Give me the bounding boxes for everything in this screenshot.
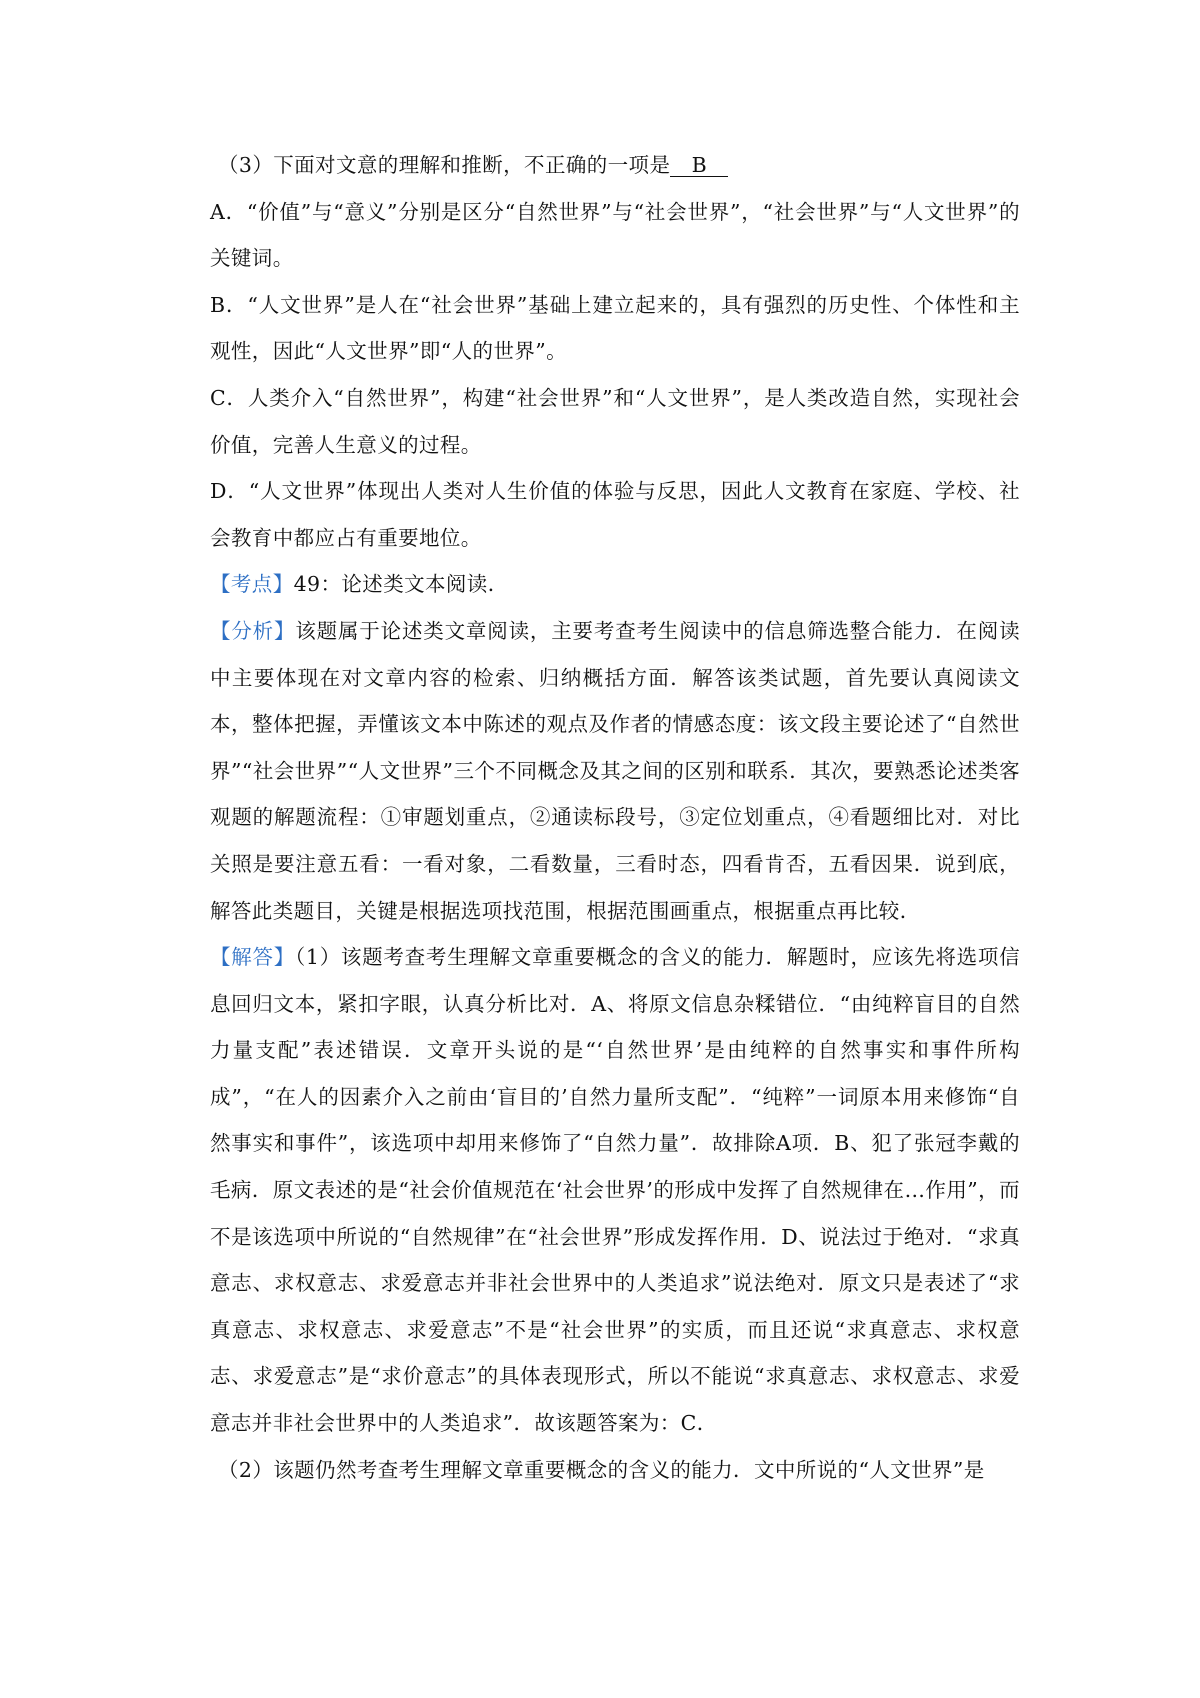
option-c <box>210 375 1020 468</box>
option-letter: A． <box>210 199 247 224</box>
fenxi-section <box>210 608 1020 934</box>
jieda-label: 【解答】 <box>210 945 295 970</box>
answer-blank: B <box>670 154 728 177</box>
kaodian-section <box>210 561 1020 608</box>
kaodian-label: 【考点】 <box>210 572 294 597</box>
jieda-section <box>210 934 1020 1447</box>
question-prompt <box>210 142 1020 189</box>
fenxi-label: 【分析】 <box>210 618 296 643</box>
option-d <box>210 468 1020 561</box>
question-text: （3）下面对文意的理解和推断，不正确的一项是 <box>218 153 671 177</box>
option-text: 人类介入“自然世界”，构建“社会世界”和“人文世界”，是人类改造自然，实现社会价值，完善人生意义的过程。 <box>210 385 1020 457</box>
fenxi-text: 该题属于论述类文章阅读，主要考查考生阅读中的信息筛选整合能力．在阅读中主要体现在对文章内容的检索、归纳概括方面．解答该类试题，首先要认真阅读文本，整体把握，弄懂该文本中陈述的观点及作者的情感态度：该文段主要论述了“自然世界”“社会世界”“人文世界”三个不同概念及其之间的区别和联系．其次，要熟悉论述类客观题的解题流程：①审题划重点，②通读标段号，③定位划重点，④看题细比对．对比关照是要注意五看：一看对象，二看数量，三看时态，四看肯否，五看因果．说到底，解答此类题目，关键是根据选项找范围，根据范围画重点，根据重点再比较． <box>210 618 1020 923</box>
jieda-text: （1）该题考查考生理解文章重要概念的含义的能力．解题时，应该先将选项信息回归文本，紧扣字眼，认真分析比对．A、将原文信息杂糅错位．“由纯粹盲目的自然力量支配”表述错误．文章开头说的是“‘自然世界’是由纯粹的自然事实和事件所构成”，“在人的因素介入之前由‘盲目的’自然力量所支配”．“纯粹”一词原本用来修饰“自然事实和事件”，该选项中却用来修饰了“自然力量”．故排除A项．B、犯了张冠李戴的毛病．原文表述的是“社会价值规范在‘社会世界’的形成中发挥了自然规律在…作用”，而不是该选项中所说的“自然规律”在“社会世界”形成发挥作用．D、说法过于绝对．“求真意志、求权意志、求爱意志并非社会世界中的人类追求”说法绝对．原文只是表述了“求真意志、求权意志、求爱意志”不是“社会世界”的实质，而且还说“求真意志、求权意志、求爱意志”是“求价意志”的具体表现形式，所以不能说“求真意志、求权意志、求爱意志并非社会世界中的人类追求”．故该题答案为：C． <box>210 945 1020 1436</box>
option-text: “人文世界”是人在“社会世界”基础上建立起来的，具有强烈的历史性、个体性和主观性，因此“人文世界”即“人的世界”。 <box>210 292 1020 364</box>
option-a <box>210 189 1020 282</box>
option-letter: B． <box>210 292 248 317</box>
jieda-next-paragraph: （2）该题仍然考查考生理解文章重要概念的含义的能力．文中所说的“人文世界”是 <box>218 1457 985 1482</box>
answer-explanation <box>210 142 1020 1493</box>
option-letter: D． <box>210 479 249 504</box>
option-text: “人文世界”体现出人类对人生价值的体验与反思，因此人文教育在家庭、学校、社会教育中都应占有重要地位。 <box>210 479 1020 550</box>
option-b <box>210 282 1020 375</box>
kaodian-text: 49：论述类文本阅读． <box>293 572 509 597</box>
option-letter: C． <box>210 385 248 410</box>
option-text: “价值”与“意义”分别是区分“自然世界”与“社会世界”，“社会世界”与“人文世界”的关键词。 <box>210 199 1021 271</box>
